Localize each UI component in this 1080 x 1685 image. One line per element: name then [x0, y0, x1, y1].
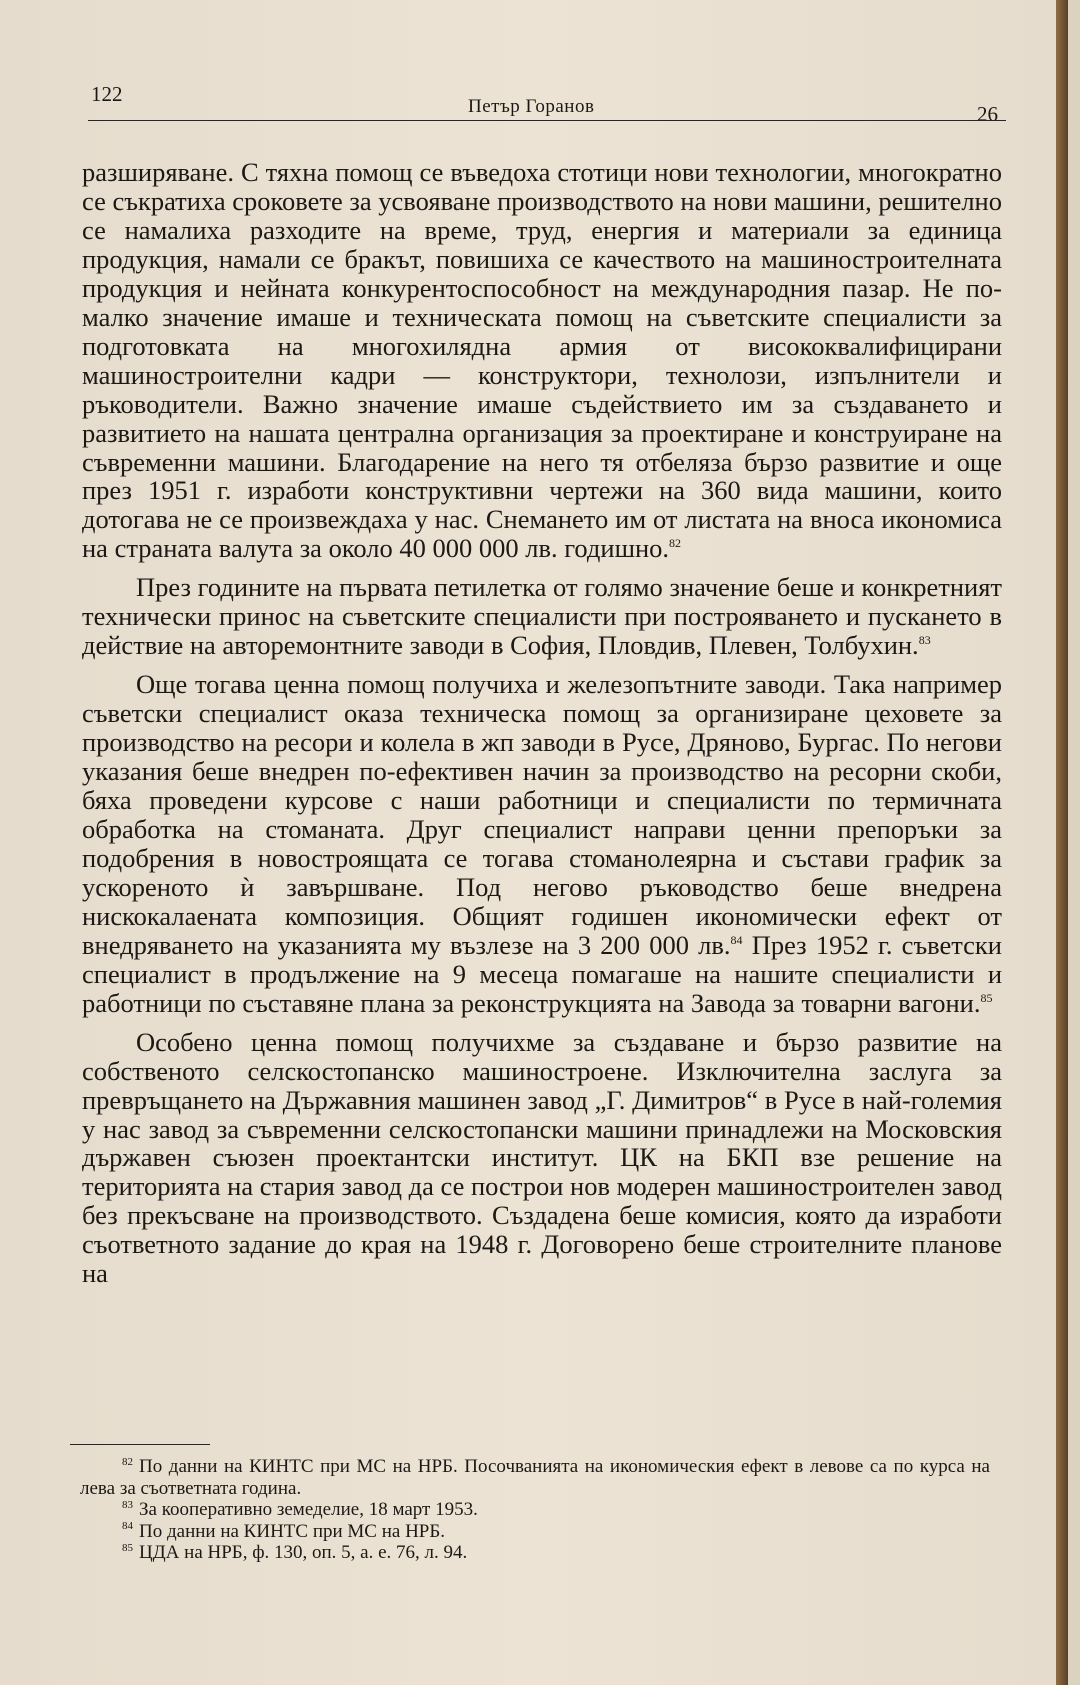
paragraph-3: [82, 670, 1002, 1017]
section-number: 26: [977, 102, 998, 126]
footnote-ref-85: 85: [980, 990, 993, 1005]
footnote-83: [80, 1499, 990, 1521]
page-edge: [1056, 0, 1068, 1685]
paragraph-2: [82, 573, 1002, 660]
footnote-mark: 85: [122, 1541, 133, 1554]
footnotes: [80, 1456, 990, 1564]
footnote-text: За кооперативно земеделие, 18 март 1953.: [139, 1499, 478, 1520]
footnote-mark: 83: [122, 1498, 133, 1511]
paragraph-3-text-b: През 1952 г. съветски специалист в продължение на 9 месеца помагаше на нашите специалисти и работници по съставяне плана за реконструкцията на Завода за товарни вагони.: [82, 929, 1002, 1018]
paragraph-1: [82, 158, 1002, 563]
page-number: 122: [91, 82, 123, 106]
footnote-ref-82: 82: [669, 536, 682, 551]
footnote-text: По данни на КИНТС при МС на НРБ. Посочванията на икономическия ефект в левове са по курса на лева за съответната година.: [80, 1456, 990, 1499]
paragraph-2-text: През годините на първата петилетка от голямо значение беше и конкретният технически принос на съветските специалисти при построяването и пускането в действие на авторемонтните заводи в София, Пловдив, Плевен, Толбухин.: [82, 572, 1002, 661]
header-rule: [88, 120, 1006, 121]
footnote-ref-83: 83: [918, 633, 931, 648]
paragraph-1-text: разширяване. С тяхна помощ се въведоха стотици нови технологии, многократно се съкратиха сроковете за усвояване производството на нови машини, решително се намалиха разходите на време, труд, енергия и материали за единица продукция, намали се бракът, повишиха се качеството на машиностроителната продукция и нейната конкурентоспособност на международния пазар. Не по-малко значение имаше и техническата помощ на съветските специалисти за подготовката на многохилядна армия от висококвалифицирани машиностроителни кадри — конструктори, технолози, изпълнители и ръководители. Важно значение имаше съдействието им за създаването и развитието на нашата централна организация за проектиране и конструиране на съвременни машини. Благодарение на него тя отбеляза бързо развитие и още през 1951 г. изработи конструктивни чертежи на 360 вида машини, които дотогава не се произвеждаха у нас. Снемането им от листата на вноса икономиса на страната валута за около 40 000 000 лв. годишно.: [82, 157, 1002, 564]
footnote-mark: 84: [122, 1520, 133, 1533]
running-title: Петър Горанов: [468, 96, 595, 117]
footnote-text: По данни на КИНТС при МС на НРБ.: [139, 1520, 446, 1542]
footnote-85: [80, 1542, 990, 1564]
paragraph-3-text-a: Още тогава ценна помощ получиха и железопътните заводи. Така например съветски специалист оказа техническа помощ за организиране цеховете за производство на ресори и колела в жп заводи в Русе, Дряново, Бургас. По негови указания беше внедрен по-ефективен начин за производство на ресорни скоби, бяха проведени курсове с наши работници и специалисти по термичната обработка на стоманата. Друг специалист направи ценни препоръки за подобрения в новостроящата се тогава стоманолеярна и състави график за ускореното ѝ завършване. Под негово ръководство беше внедрена нискокалаената композиция. Общият годишен икономически ефект от внедряването на указанията му възлезе на 3 200 000 лв.: [82, 669, 1002, 960]
footnote-separator: [70, 1444, 210, 1445]
page-header: [88, 82, 1006, 134]
paragraph-4-text: Особено ценна помощ получихме за създаване и бързо развитие на собственото селскостопанско машиностроене. Изключителна заслуга за превръщането на Държавния машинен завод „Г. Димитров“ в Русе в най-големия у нас завод за съвременни селскостопански машини принадлежи на Московския държавен съюзен проектантски институт. ЦК на БКП взе решение на територията на стария завод да се построи нов модерен машиностроителен завод без прекъсване на производството. Създадена беше комисия, която да изработи съответното задание до края на 1948 г. Договорено беше строителните планове на: [82, 1026, 1002, 1289]
footnote-text: ЦДА на НРБ, ф. 130, оп. 5, а. е. 76, л. 94.: [139, 1542, 468, 1563]
paragraph-4: [82, 1028, 1002, 1289]
footnote-mark: 82: [122, 1455, 133, 1468]
footnote-82: [80, 1456, 990, 1499]
body-text: [82, 158, 1002, 1298]
footnote-84: [80, 1521, 990, 1543]
footnote-ref-84: 84: [730, 932, 743, 947]
